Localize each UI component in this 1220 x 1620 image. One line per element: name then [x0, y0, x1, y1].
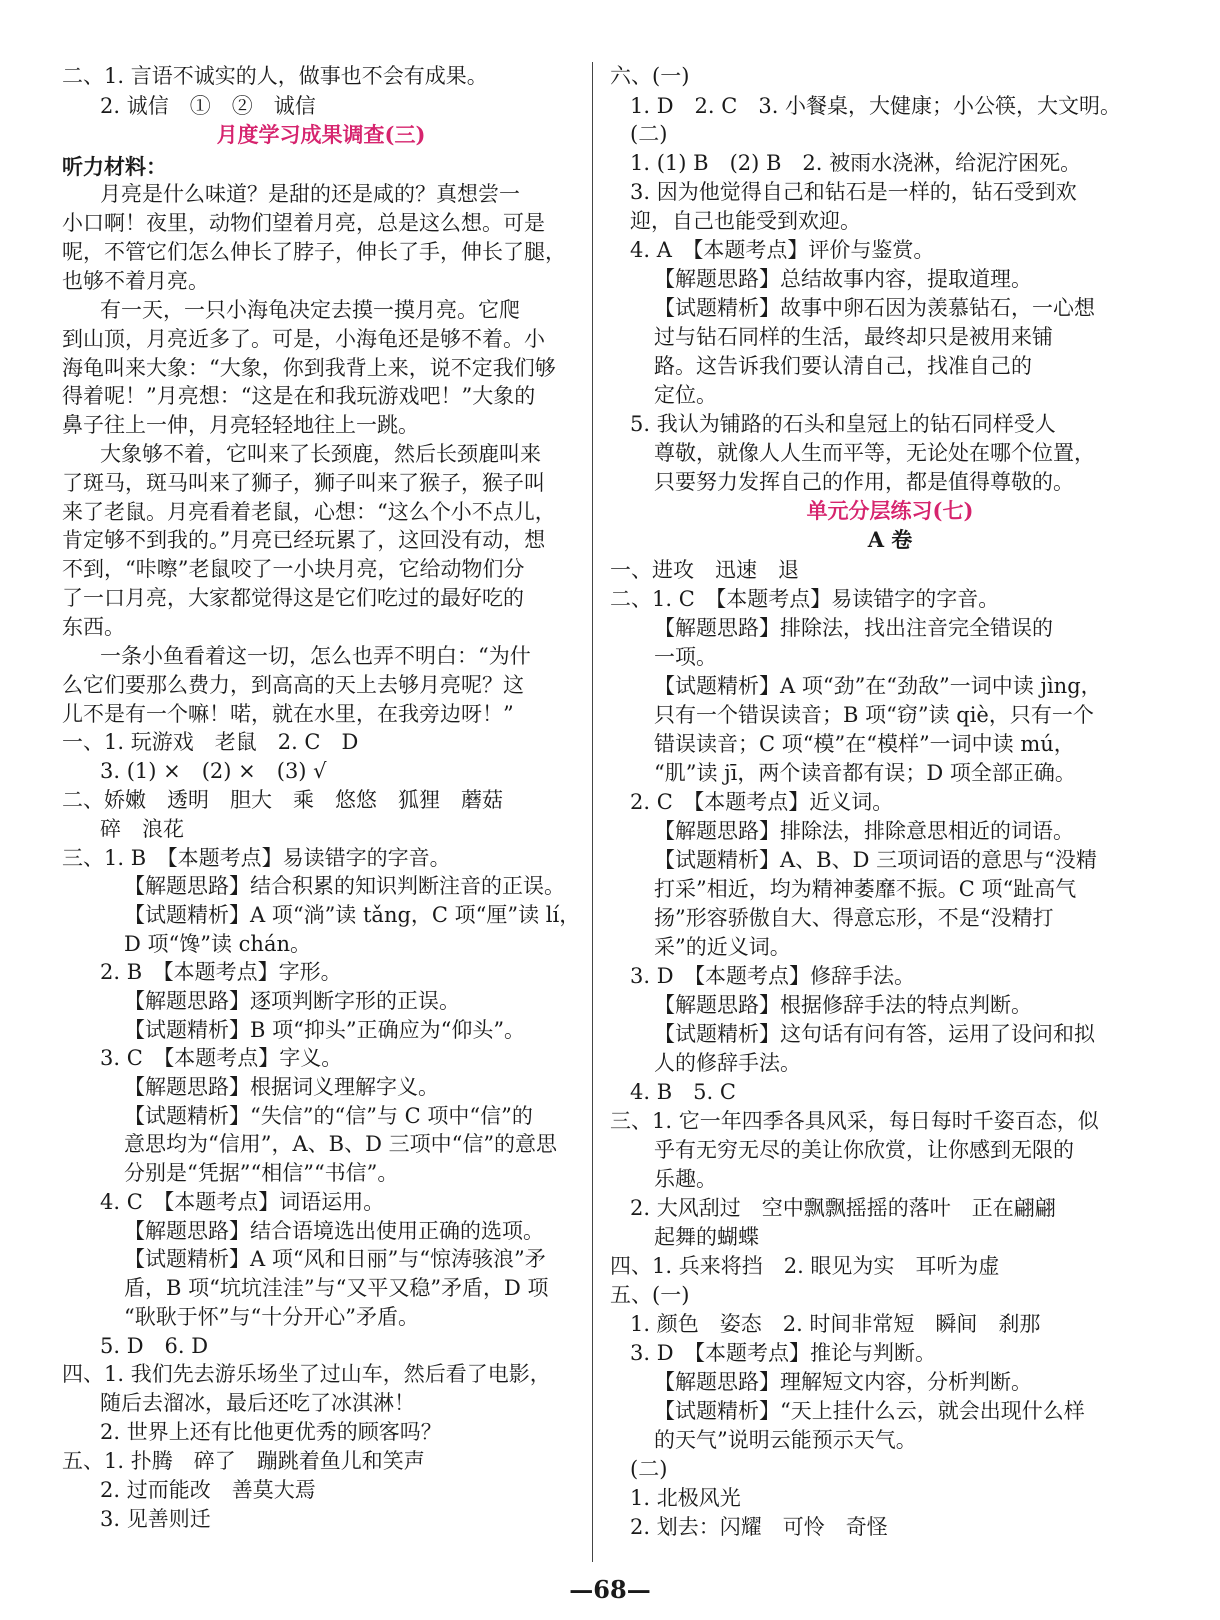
text-line: 【试题精析】B 项“抑头”正确应为“仰头”。	[124, 1018, 526, 1042]
text-line: 鼻子往上一伸，月亮轻轻地往上一跳。	[62, 413, 419, 437]
text-line: 二、1. 言语不诚实的人，做事也不会有成果。	[62, 64, 488, 88]
text-line: 【试题精析】A、B、D 三项词语的意思与“没精	[654, 848, 1097, 872]
text-line: D 项“馋”读 chán。	[124, 932, 311, 956]
text-line: 月亮是什么味道？是甜的还是咸的？真想尝一	[100, 182, 520, 206]
text-line: 3. D 【本题考点】推论与判断。	[630, 1341, 937, 1365]
text-line: 迎，自己也能受到欢迎。	[630, 209, 861, 233]
text-line: “耿耿于怀”与“十分开心”矛盾。	[124, 1305, 419, 1329]
text-line: 3. 因为他觉得自己和钻石是一样的，钻石受到欢	[630, 180, 1077, 204]
text-line: 分别是“凭据”“相信”“书信”。	[124, 1161, 399, 1185]
text-line: 【试题精析】故事中卵石因为羡慕钻石，一心想	[654, 296, 1095, 320]
text-line: 到山顶，月亮近多了。可是，小海龟还是够不着。小	[62, 327, 545, 351]
text-line: 2. 诚信 ① ② 诚信	[100, 94, 316, 118]
text-line: 2. C 【本题考点】近义词。	[630, 790, 894, 814]
text-line: 四、1. 兵来将挡 2. 眼见为实 耳听为虚	[610, 1254, 1000, 1278]
text-line: 2. 过而能改 善莫大焉	[100, 1478, 316, 1502]
text-line: 了一口月亮，大家都觉得这是它们吃过的最好吃的	[62, 586, 524, 610]
text-line: 错误读音；C 项“模”在“模样”一词中读 mú，	[654, 732, 1075, 756]
text-line: 3. 见善则迁	[100, 1507, 211, 1531]
text-line: 三、1. B 【本题考点】易读错字的字音。	[62, 846, 451, 870]
text-line: 【试题精析】A 项“劲”在“劲敌”一词中读 jìng，	[654, 674, 1102, 698]
text-line: 5. D 6. D	[100, 1334, 209, 1358]
text-line: 只有一个错误读音；B 项“窃”读 qiè，只有一个	[654, 703, 1094, 727]
text-line: 意思均为“信用”，A、B、D 三项中“信”的意思	[124, 1132, 558, 1156]
text-line: 扬”形容骄傲自大、得意忘形，不是“没精打	[654, 906, 1054, 930]
text-line: 二、娇嫩 透明 胆大 乘 悠悠 狐狸 蘑菇	[62, 788, 503, 812]
text-line: 【试题精析】“天上挂什么云，就会出现什么样	[654, 1399, 1085, 1423]
text-line: 盾，B 项“坑坑洼洼”与“又平又稳”矛盾，D 项	[124, 1276, 549, 1300]
text-line: 三、1. 它一年四季各具风采，每日每时千姿百态，似	[610, 1109, 1099, 1133]
text-line: 二、1. C 【本题考点】易读错字的字音。	[610, 587, 1000, 611]
text-line: 【试题精析】A 项“风和日丽”与“惊涛骇浪”矛	[124, 1247, 546, 1271]
text-line: 【解题思路】结合积累的知识判断注音的正误。	[124, 874, 565, 898]
text-line: 3. C 【本题考点】字义。	[100, 1046, 343, 1070]
text-line: 只要努力发挥自己的作用，都是值得尊敬的。	[654, 470, 1074, 494]
text-line: 2. B 【本题考点】字形。	[100, 960, 342, 984]
text-line: 大象够不着，它叫来了长颈鹿，然后长颈鹿叫来	[100, 442, 541, 466]
text-line: 了斑马，斑马叫来了狮子，狮子叫来了猴子，猴子叫	[62, 471, 545, 495]
text-line: 1. 颜色 姿态 2. 时间非常短 瞬间 刹那	[630, 1312, 1041, 1336]
text-line: 过与钻石同样的生活，最终却只是被用来铺	[654, 325, 1053, 349]
text-line: 【解题思路】理解短文内容，分析判断。	[654, 1370, 1032, 1394]
text-line: 1. (1) B (2) B 2. 被雨水浇淋，给泥泞困死。	[630, 151, 1082, 175]
text-line: 4. A 【本题考点】评价与鉴赏。	[630, 238, 935, 262]
text-line: 一条小鱼看着这一切，怎么也弄不明白：“为什	[100, 644, 531, 668]
text-line: 【解题思路】总结故事内容，提取道理。	[654, 267, 1032, 291]
text-line: 五、(一)	[610, 1283, 690, 1307]
text-line: 肯定够不到我的。”月亮已经玩累了，这回没有动，想	[62, 528, 546, 552]
text-line: 【试题精析】A 项“淌”读 tǎng，C 项“厘”读 lí，	[124, 903, 581, 927]
text-line: 听力材料：	[62, 154, 167, 179]
text-line: 【解题思路】根据词义理解字义。	[124, 1075, 439, 1099]
text-line: 六、(一)	[610, 64, 690, 88]
text-line: 采”的近义词。	[654, 935, 791, 959]
text-line: 乎有无穷无尽的美让你欣赏，让你感到无限的	[654, 1138, 1074, 1162]
text-line: 得着呢！”月亮想：“这是在和我玩游戏吧！”大象的	[62, 384, 536, 408]
text-line: 一项。	[654, 645, 717, 669]
text-line: 的天气”说明云能预示天气。	[654, 1428, 917, 1452]
text-line: 【解题思路】排除法，排除意思相近的词语。	[654, 819, 1074, 843]
text-line: 呢，不管它们怎么伸长了脖子，伸长了手，伸长了腿，	[62, 240, 566, 264]
text-line: 有一天，一只小海龟决定去摸一摸月亮。它爬	[100, 298, 520, 322]
page-number: —68—	[569, 1575, 651, 1604]
text-line: 路。这告诉我们要认清自己，找准自己的	[654, 354, 1032, 378]
text-line: 一、1. 玩游戏 老鼠 2. C D	[62, 730, 359, 754]
text-line: 2. 划去：闪耀 可怜 奇怪	[630, 1515, 888, 1539]
text-line: 2. 世界上还有比他更优秀的顾客吗？	[100, 1420, 442, 1444]
text-line: 【解题思路】结合语境选出使用正确的选项。	[124, 1219, 544, 1243]
text-line: 海龟叫来大象：“大象，你到我背上来，说不定我们够	[62, 356, 556, 380]
text-line: 随后去溜冰，最后还吃了冰淇淋！	[100, 1391, 415, 1415]
text-line: 四、1. 我们先去游乐场坐了过山车，然后看了电影，	[62, 1362, 551, 1386]
text-line: (二)	[630, 122, 668, 146]
column-divider	[592, 62, 593, 1562]
text-line: 打采”相近，均为精神萎靡不振。C 项“趾高气	[654, 877, 1077, 901]
text-line: 东西。	[62, 615, 125, 639]
text-line: 起舞的蝴蝶	[654, 1225, 759, 1249]
text-line: 【试题精析】这句话有问有答，运用了设问和拟	[654, 1022, 1095, 1046]
text-line: 人的修辞手法。	[654, 1051, 801, 1075]
text-line: 1. 北极风光	[630, 1486, 741, 1510]
text-line: 3. D 【本题考点】修辞手法。	[630, 964, 916, 988]
text-line: 4. C 【本题考点】词语运用。	[100, 1190, 385, 1214]
section-title: 单元分层练习(七)	[806, 498, 974, 523]
text-line: 儿不是有一个嘛！喏，就在水里，在我旁边呀！”	[62, 702, 514, 726]
text-line: 乐趣。	[654, 1167, 717, 1191]
text-line: 定位。	[654, 383, 717, 407]
text-line: 3. (1) × (2) × (3) √	[100, 759, 327, 783]
text-line: 碎 浪花	[100, 817, 184, 841]
text-line: “肌”读 jī，两个读音都有误；D 项全部正确。	[654, 761, 1076, 785]
text-line: 不到，“咔嚓”老鼠咬了一小块月亮，它给动物们分	[62, 557, 525, 581]
text-line: (二)	[630, 1457, 668, 1481]
text-line: 一、进攻 迅速 退	[610, 558, 799, 582]
text-line: 【解题思路】排除法，找出注音完全错误的	[654, 616, 1053, 640]
text-line: 【试题精析】“失信”的“信”与 C 项中“信”的	[124, 1104, 533, 1128]
text-line: 4. B 5. C	[630, 1080, 736, 1104]
text-line: 2. 大风刮过 空中飘飘摇摇的落叶 正在翩翩	[630, 1196, 1056, 1220]
text-line: 1. D 2. C 3. 小餐桌，大健康；小公筷，大文明。	[630, 94, 1122, 118]
text-line: 尊敬，就像人人生而平等，无论处在哪个位置，	[654, 441, 1095, 465]
text-line: 【解题思路】根据修辞手法的特点判断。	[654, 993, 1032, 1017]
text-line: 【解题思路】逐项判断字形的正误。	[124, 989, 460, 1013]
text-line: 小口啊！夜里，动物们望着月亮，总是这么想。可是	[62, 211, 545, 235]
text-line: 五、1. 扑腾 碎了 蹦跳着鱼儿和笑声	[62, 1449, 425, 1473]
text-line: A 卷	[867, 527, 913, 552]
text-line: 来了老鼠。月亮看着老鼠，心想：“这么个小不点儿，	[62, 500, 556, 524]
text-line: 么它们要那么费力，到高高的天上去够月亮呢？这	[62, 673, 524, 697]
text-line: 也够不着月亮。	[62, 269, 209, 293]
text-line: 5. 我认为铺路的石头和皇冠上的钻石同样受人	[630, 412, 1056, 436]
section-title: 月度学习成果调查(三)	[216, 122, 426, 147]
